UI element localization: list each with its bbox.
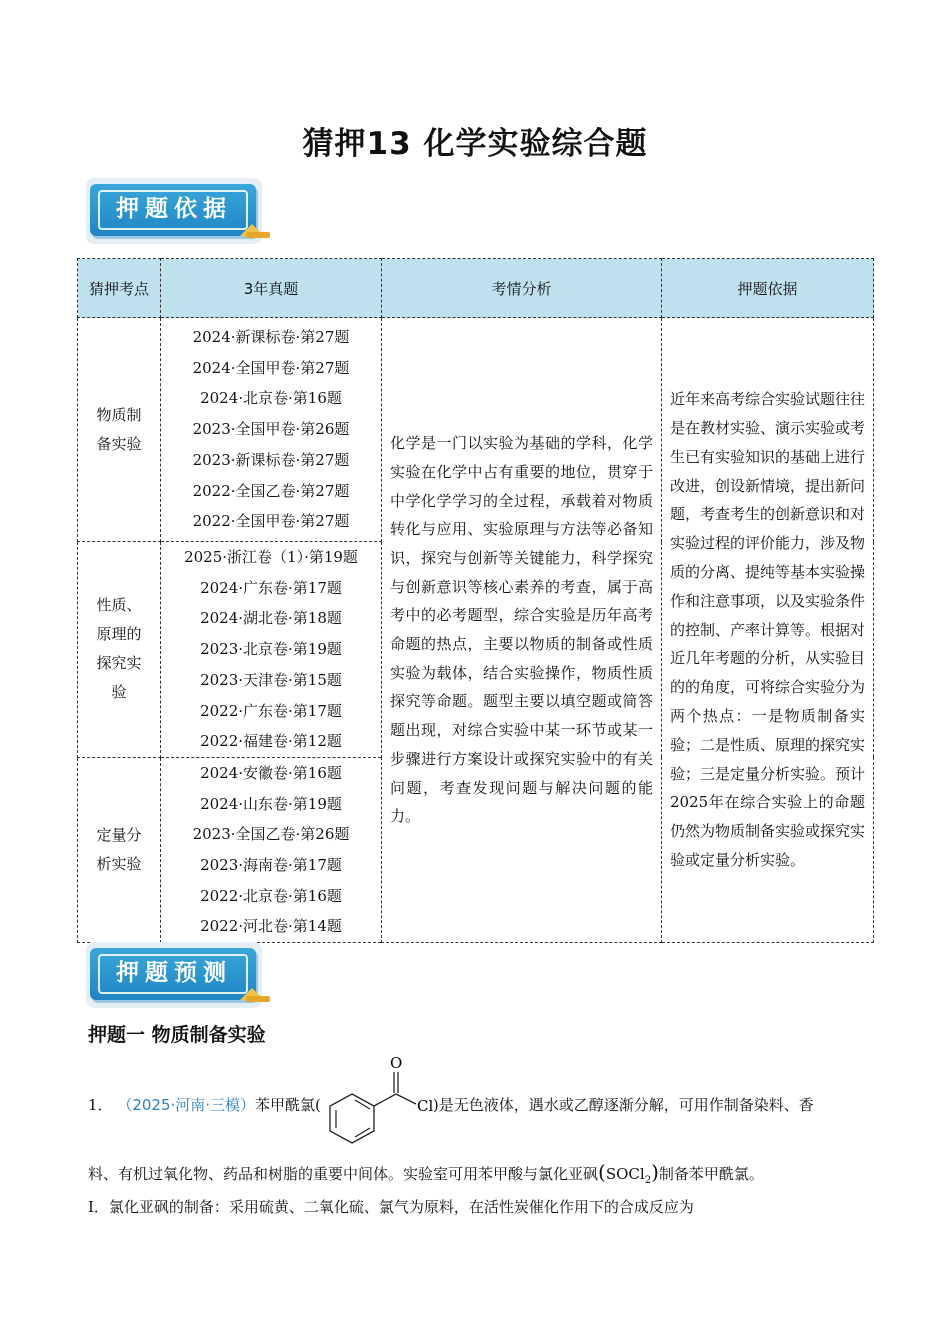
year-item: 2024·全国甲卷·第27题 xyxy=(192,358,350,377)
year-item: 2024·北京卷·第16题 xyxy=(200,389,342,408)
header-years: 3年真题 xyxy=(161,259,382,318)
header-basis: 押题依据 xyxy=(662,259,874,318)
basis-cell: 近年来高考综合实验试题往往是在教材实验、演示实验或考生已有实验知识的基础上进行改进，创设新情境，提出新问题，考查考生的创新意识和对实验过程的评价能力，涉及物质的分离、提纯等基本实验操作和注意事项，以及实验条件的控制、产率计算等。根据对近几年考题的分析，从实验目的的角度，可将综合实验分为两个热点：一是物质制备实验；二是性质、原理的探究实验；三是定量分析实验。预计2025年在综合实验上的命题仍然为物质制备实验或探究实验或定量分析实验。 xyxy=(662,318,874,943)
year-item: 2024·安徽卷·第16题 xyxy=(200,763,342,782)
year-item: 2023·海南卷·第17题 xyxy=(200,856,342,875)
header-point: 猜押考点 xyxy=(78,259,161,318)
question-text: )是无色液体，遇水或乙醇逐渐分解，可用作制备染料、香 xyxy=(432,1096,814,1114)
year-item: 2022·河北卷·第14题 xyxy=(200,917,342,936)
benzoyl-chloride-structure-icon xyxy=(322,1052,446,1148)
year-item: 2023·新课标卷·第27题 xyxy=(192,450,350,469)
year-item: 2023·天津卷·第15题 xyxy=(200,670,342,689)
point-cell: 定量分析实验 xyxy=(78,757,161,942)
question-number: 1． xyxy=(88,1096,113,1114)
basis-banner-label: 押题依据 xyxy=(116,196,232,222)
atom-o: O xyxy=(390,1054,403,1072)
question-1-line-3: I．氯化亚砜的制备：采用硫黄、二氧化硫、氯气为原料，在活性炭催化作用下的合成反应为 xyxy=(88,1198,694,1216)
year-item: 2022·全国乙卷·第27题 xyxy=(192,481,350,500)
table-header-row xyxy=(78,259,874,318)
chem-formula: (SOCl$_2$) xyxy=(598,1160,659,1186)
question-text: 料、有机过氧化物、药品和树脂的重要中间体。实验室可用苯甲酸与氯化亚砜 xyxy=(88,1165,599,1183)
point-cell: 物质制备实验 xyxy=(78,318,161,542)
year-item: 2022·北京卷·第16题 xyxy=(200,886,342,905)
year-item: 2022·全国甲卷·第27题 xyxy=(192,512,350,531)
question-1-line-1 xyxy=(88,1094,814,1115)
page-title: 猜押13 化学实验综合题 xyxy=(302,126,648,162)
header-analysis: 考情分析 xyxy=(382,259,662,318)
year-item: 2023·全国乙卷·第26题 xyxy=(192,825,350,844)
years-cell xyxy=(161,757,382,942)
year-item: 2024·山东卷·第19题 xyxy=(200,794,342,813)
year-item: 2023·北京卷·第19题 xyxy=(200,640,342,659)
basis-banner xyxy=(86,178,272,244)
question-text: 制备苯甲酰氯。 xyxy=(658,1165,764,1183)
year-item: 2024·广东卷·第17题 xyxy=(200,578,342,597)
atom-cl: Cl xyxy=(417,1097,434,1115)
forecast-banner xyxy=(86,942,272,1008)
question-heading: 押题一 物质制备实验 xyxy=(88,1024,266,1046)
question-1-line-2 xyxy=(88,1160,764,1186)
year-item: 2022·福建卷·第12题 xyxy=(200,732,342,751)
question-source: （2025·河南·三模） xyxy=(117,1096,256,1114)
exam-analysis-table xyxy=(77,258,874,943)
point-cell: 性质、原理的探究实验 xyxy=(78,542,161,758)
year-item: 2023·全国甲卷·第26题 xyxy=(192,420,350,439)
years-cell xyxy=(161,318,382,542)
year-item: 2025·浙江卷（1）·第19题 xyxy=(184,548,358,566)
year-item: 2024·新课标卷·第27题 xyxy=(192,328,350,347)
years-cell xyxy=(161,542,382,758)
year-item: 2022·广东卷·第17题 xyxy=(200,701,342,720)
table-row xyxy=(78,318,874,542)
analysis-cell: 化学是一门以实验为基础的学科，化学实验在化学中占有重要的地位，贯穿于中学化学学习的全过程，承载着对物质转化与应用、实验原理与方法等必备知识，探究与创新等关键能力，科学探究与创新意识等核心素养的考查，属于高考中的必考题型，综合实验是历年高考命题的热点，主要以物质的制备或性质实验为载体，结合实验操作，物质性质探究等命题。题型主要以填空题或简答题出现，对综合实验中某一环节或某一步骤进行方案设计或探究实验中的有关问题，考查发现问题与解决问题的能力。 xyxy=(382,318,662,943)
forecast-banner-label: 押题预测 xyxy=(116,960,232,986)
year-item: 2024·湖北卷·第18题 xyxy=(200,609,342,628)
question-text: 苯甲酰氯( xyxy=(255,1096,321,1114)
